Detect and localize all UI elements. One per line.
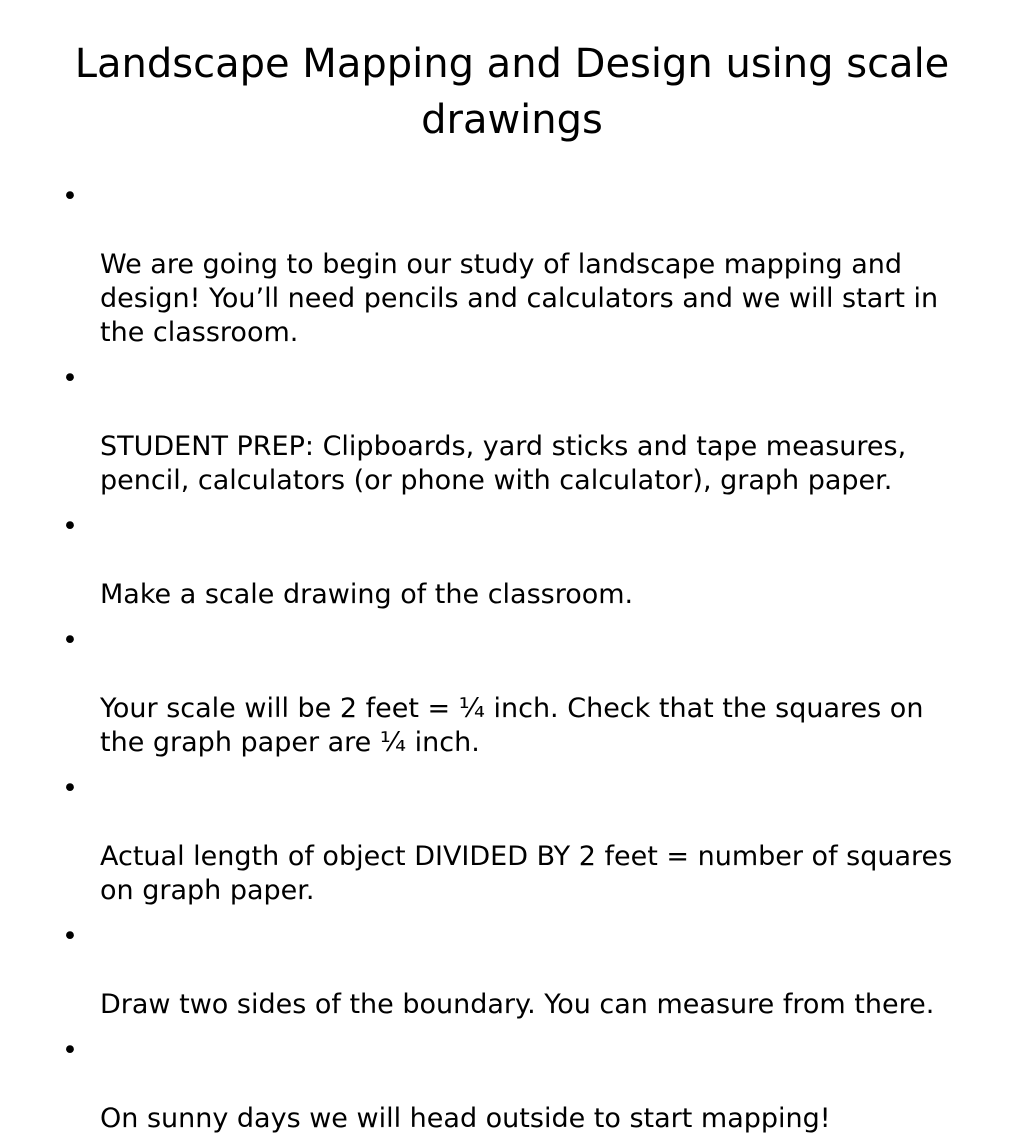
- bullet-text: Your scale will be 2 feet = ¼ inch. Check that the squares on the graph paper are ¼ inch.: [100, 693, 924, 758]
- bullet-text: Draw two sides of the boundary. You can measure from there.: [100, 989, 935, 1020]
- bullet-point-icon: •: [62, 511, 78, 542]
- bullet-point-icon: •: [62, 625, 78, 656]
- bullet-text: Actual length of object DIVIDED BY 2 feet = number of squares on graph paper.: [100, 841, 953, 906]
- bullet-list: [60, 180, 960, 1148]
- bullet-item: [60, 510, 960, 612]
- bullet-item: [60, 920, 960, 1022]
- bullet-point-icon: •: [62, 181, 78, 212]
- bullet-text: Make a scale drawing of the classroom.: [100, 579, 634, 610]
- bullet-item: [60, 1034, 960, 1136]
- bullet-point-icon: •: [62, 773, 78, 804]
- bullet-item: [60, 772, 960, 908]
- bullet-text: On sunny days we will head outside to start mapping!: [100, 1103, 831, 1134]
- bullet-item: [60, 180, 960, 350]
- bullet-point-icon: •: [62, 921, 78, 952]
- bullet-text: STUDENT PREP: Clipboards, yard sticks and tape measures, pencil, calculators (or phone with calculator), graph paper.: [100, 431, 907, 496]
- bullet-point-icon: •: [62, 363, 78, 394]
- bullet-item: [60, 624, 960, 760]
- bullet-item: [60, 362, 960, 498]
- bullet-text: We are going to begin our study of landscape mapping and design! You’ll need pencils and calculators and we will start in the classroom.: [100, 249, 939, 348]
- bullet-point-icon: •: [62, 1035, 78, 1066]
- slide-title: Landscape Mapping and Design using scale drawings: [74, 41, 950, 143]
